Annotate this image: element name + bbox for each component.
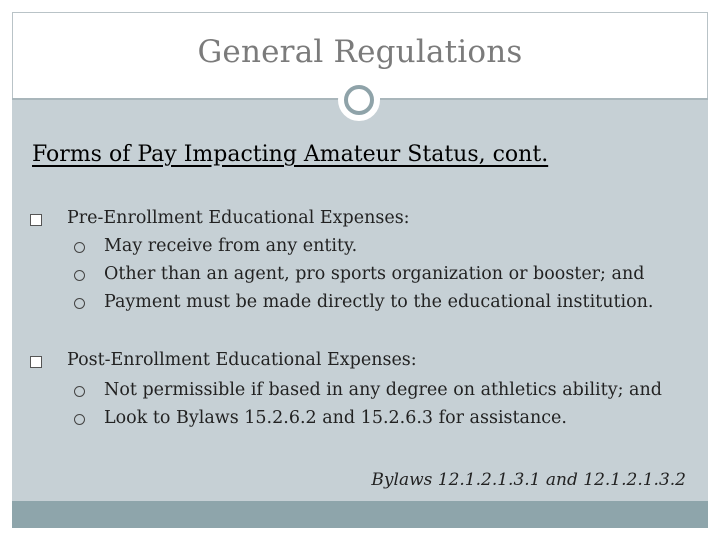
ring-ornament-icon: [338, 79, 380, 121]
title-divider-right: [380, 98, 708, 100]
circle-bullet-icon: [74, 414, 85, 425]
list-item: May receive from any entity.: [104, 236, 358, 256]
content-heading: Forms of Pay Impacting Amateur Status, cont.: [32, 142, 549, 167]
square-bullet-icon: [30, 214, 42, 226]
circle-bullet-icon: [74, 386, 85, 397]
list-item: Not permissible if based in any degree on athletics ability; and: [104, 380, 662, 400]
bylaw-citation: Bylaws 12.1.2.1.3.1 and 12.1.2.1.3.2: [371, 470, 686, 490]
section-label: Post-Enrollment Educational Expenses:: [67, 350, 417, 370]
list-item: Payment must be made directly to the educational institution.: [104, 292, 654, 312]
circle-bullet-icon: [74, 270, 85, 281]
circle-bullet-icon: [74, 242, 85, 253]
content-area: [12, 100, 708, 501]
footer-band: [12, 501, 708, 528]
list-item: Other than an agent, pro sports organization or booster; and: [104, 264, 645, 284]
title-divider-left: [12, 98, 340, 100]
circle-bullet-icon: [74, 298, 85, 309]
section-label: Pre-Enrollment Educational Expenses:: [67, 208, 410, 228]
list-item: Look to Bylaws 15.2.6.2 and 15.2.6.3 for assistance.: [104, 408, 567, 428]
ring-inner: [344, 85, 374, 115]
slide-title: General Regulations: [197, 34, 523, 70]
square-bullet-icon: [30, 356, 42, 368]
